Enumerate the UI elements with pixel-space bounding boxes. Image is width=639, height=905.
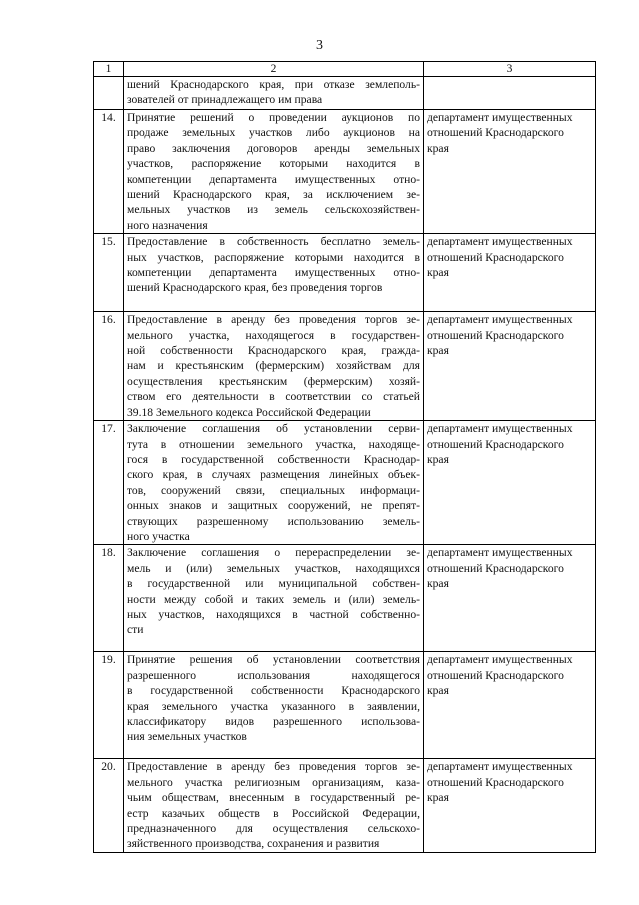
responsible-line: края [427, 141, 449, 155]
row-number [94, 77, 124, 110]
row-responsible [424, 421, 596, 545]
column-header-responsible: 3 [424, 62, 596, 77]
description-line: нам и крестьянским (фермерским) хозяйствам для [127, 359, 420, 373]
responsible-line: департамент имущественных [427, 422, 573, 436]
responsible-line: края [427, 344, 449, 358]
description-line: Предоставление в собственность бесплатно земель- [127, 235, 420, 249]
row-description [124, 77, 424, 110]
row-responsible [424, 545, 596, 652]
responsible-line: края [427, 452, 449, 466]
row-responsible [424, 759, 596, 852]
row-description [124, 545, 424, 652]
description-line: осуществления крестьянским (фермерским) хозяй- [127, 374, 420, 388]
description-line: Предоставление в аренду без проведения торгов зе- [127, 760, 420, 774]
row-responsible [424, 234, 596, 312]
row-responsible [424, 312, 596, 421]
description-line: компетенции департамента имущественных отно- [127, 266, 420, 280]
row-description [124, 234, 424, 312]
responsible-line: отношений Краснодарского [427, 561, 564, 575]
table-row [94, 77, 596, 110]
description-line: в государственной или муниципальной собствен- [127, 577, 420, 591]
responsible-line: отношений Краснодарского [427, 250, 564, 264]
table-row [94, 110, 596, 234]
table-row [94, 652, 596, 759]
description-line: в государственной собственности Краснодарского [127, 684, 420, 698]
description-line: продаже земельных участков либо аукционов на [127, 126, 420, 140]
description-line: сти [127, 623, 144, 637]
row-responsible [424, 652, 596, 759]
description-line: гося в государственной собственности Краснодар- [127, 452, 420, 466]
description-line: ного назначения [127, 218, 208, 232]
description-line: ной собственности Краснодарского края, гражда- [127, 344, 420, 358]
description-line: шений Краснодарского края, при отказе землеполь- [127, 78, 420, 91]
row-description [124, 652, 424, 759]
description-line: естр казачьих обществ в Российской Федерации, [127, 806, 420, 820]
responsible-line: департамент имущественных [427, 653, 573, 667]
responsible-line: отношений Краснодарского [427, 668, 564, 682]
description-line: Принятие решений о проведении аукционов по [127, 111, 420, 124]
description-line: Принятие решения об установлении соответствия [127, 653, 420, 667]
description-line: края земельного участка указанного в заявлении, [127, 699, 420, 713]
description-line: тута в отношении земельного участка, находяще- [127, 437, 420, 451]
description-line: мельного участка, находящегося в государствен- [127, 328, 420, 342]
description-line: Предоставление в аренду без проведения торгов зе- [127, 313, 420, 327]
row-number: 18. [94, 545, 124, 652]
description-line: чьим обществам, внесенным в государственный ре- [127, 791, 420, 805]
column-header-service: 2 [124, 62, 424, 77]
registry-table [93, 61, 596, 853]
description-line: участков, распоряжение которыми находится в [127, 157, 420, 171]
responsible-line: департамент имущественных [427, 235, 573, 249]
responsible-line: отношений Краснодарского [427, 328, 564, 342]
column-header-number: 1 [94, 62, 124, 77]
row-description [124, 110, 424, 234]
table-row [94, 545, 596, 652]
description-line: Заключение соглашения об установлении серви- [127, 422, 420, 436]
description-line: зяйственного производства, сохранения и развития [127, 837, 380, 851]
table-row [94, 234, 596, 312]
responsible-line: департамент имущественных [427, 313, 573, 327]
description-line: мель и (или) земельных участков, находящихся [127, 561, 420, 575]
responsible-line: отношений Краснодарского [427, 437, 564, 451]
description-line: онных знаков и защитных сооружений, не препят- [127, 499, 420, 513]
row-number: 17. [94, 421, 124, 545]
description-line: ных участков, распоряжение которыми находится в [127, 250, 420, 264]
page-number: 3 [316, 38, 323, 53]
description-line: ного участка [127, 529, 190, 543]
table-row [94, 421, 596, 545]
table-row [94, 312, 596, 421]
row-description [124, 312, 424, 421]
description-line: мельных участков из земель сельскохозяйствен- [127, 203, 420, 217]
row-description [124, 759, 424, 852]
description-line: право заключения договоров аренды земельных [127, 141, 420, 155]
row-description [124, 421, 424, 545]
description-line: ствующих разрешенному использованию земель- [127, 514, 420, 528]
description-line: ности между собой и таких земель и (или) земель- [127, 592, 420, 606]
responsible-line: департамент имущественных [427, 546, 573, 560]
description-line: ством его деятельности в соответствии со статьей [127, 390, 420, 404]
table-row [94, 759, 596, 852]
responsible-line: отношений Краснодарского [427, 126, 564, 140]
row-responsible [424, 110, 596, 234]
responsible-line: отношений Краснодарского [427, 775, 564, 789]
description-line: мельного участка религиозным организациям, каза- [127, 775, 420, 789]
responsible-line: департамент имущественных [427, 760, 573, 774]
responsible-line: края [427, 684, 449, 698]
description-line: тов, сооружений связи, специальных информаци- [127, 483, 420, 497]
description-line: ского края, в случаях размещения линейных объек- [127, 468, 420, 482]
responsible-line: края [427, 577, 449, 591]
responsible-line: края [427, 791, 449, 805]
description-line: классификатору видов разрешенного использова- [127, 714, 420, 728]
responsible-line: края [427, 266, 449, 280]
description-line: компетенции департамента имущественных отно- [127, 172, 420, 186]
description-line: 39.18 Земельного кодекса Российской Федерации [127, 405, 371, 419]
description-line: Заключение соглашения о перераспределении зе- [127, 546, 420, 560]
row-number: 16. [94, 312, 124, 421]
row-number: 20. [94, 759, 124, 852]
description-line: шений Краснодарского края, без проведения торгов [127, 281, 383, 295]
description-line: зователей от принадлежащего им права [127, 93, 323, 107]
row-number: 15. [94, 234, 124, 312]
row-number: 14. [94, 110, 124, 234]
description-line: ния земельных участков [127, 730, 247, 744]
description-line: ных участков, находящихся в частной собственно- [127, 607, 420, 621]
table-header-row [94, 62, 596, 77]
description-line: шений Краснодарского края, за исключением зе- [127, 188, 420, 202]
description-line: предназначенного для осуществления сельскохо- [127, 821, 420, 835]
description-line: разрешенного использования находящегося [127, 668, 420, 682]
row-number: 19. [94, 652, 124, 759]
row-responsible [424, 77, 596, 110]
responsible-line: департамент имущественных [427, 111, 573, 124]
